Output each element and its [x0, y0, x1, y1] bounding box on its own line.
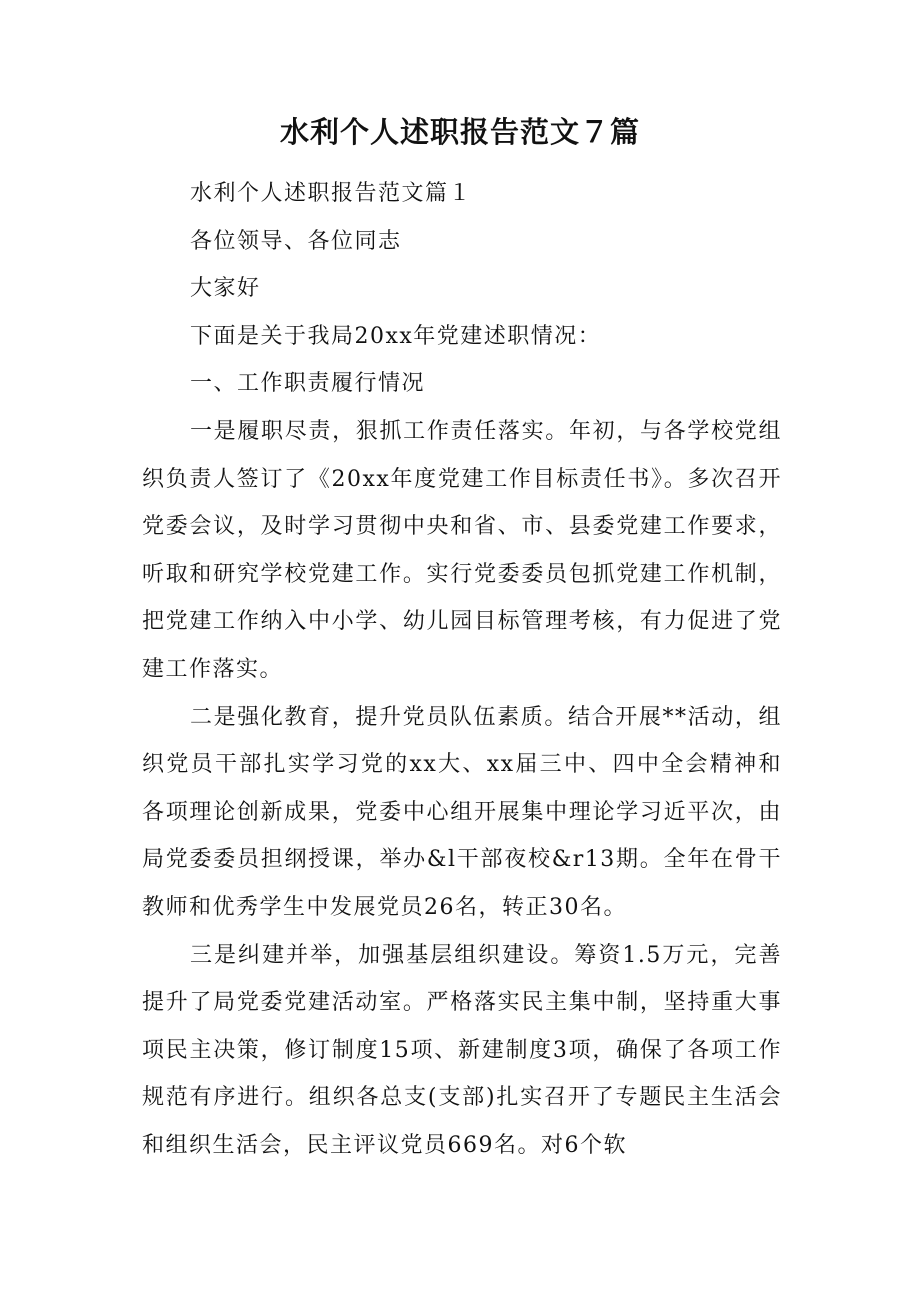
body-paragraph: 二是强化教育，提升党员队伍素质。结合开展**活动，组织党员干部扎实学习党的xx大、xx届三中、四中全会精神和各项理论创新成果，党委中心组开展集中理论学习近平次，由局党委委员担纲授课，举办&l干部夜校&r13期。全年在骨干教师和优秀学生中发展党员26名，转正30名。 — [142, 704, 782, 920]
greeting: 大家好 — [190, 276, 261, 302]
salutation: 各位领导、各位同志 — [190, 228, 402, 254]
section-heading: 水利个人述职报告范文篇１ — [190, 181, 473, 206]
document-body — [142, 170, 782, 1169]
body-paragraph: 三是纠建并举，加强基层组织建设。筹资1.5万元，完善提升了局党委党建活动室。严格落实民主集中制，坚持重大事项民主决策，修订制度15项、新建制度3项，确保了各项工作规范有序进行。组织各总支(支部)扎实召开了专题民主生活会和组织生活会，民主评议党员669名。对6个软 — [142, 942, 782, 1158]
subsection-heading: 一、工作职责履行情况 — [190, 371, 426, 397]
document-title: 水利个人述职报告范文７篇 — [279, 115, 640, 149]
body-paragraph: 一是履职尽责，狠抓工作责任落实。年初，与各学校党组织负责人签订了《20xx年度党建工作目标责任书》。多次召开党委会议，及时学习贯彻中央和省、市、县委党建工作要求，听取和研究学校党建工作。实行党委委员包抓党建工作机制，把党建工作纳入中小学、幼儿园目标管理考核，有力促进了党建工作落实。 — [142, 418, 782, 682]
intro-paragraph: 下面是关于我局20xx年党建述职情况： — [190, 323, 602, 349]
